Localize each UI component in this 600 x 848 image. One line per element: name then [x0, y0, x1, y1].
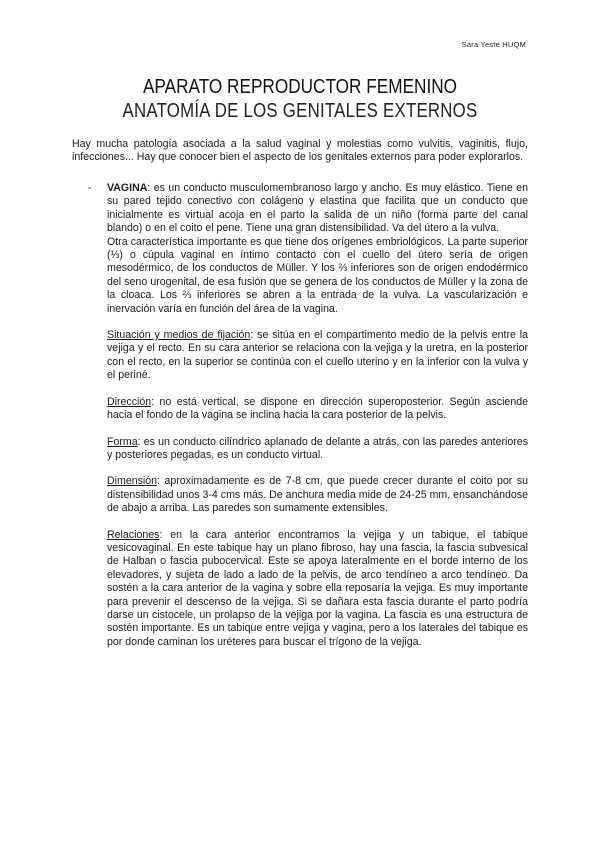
bullet-marker: -: [88, 182, 92, 194]
author-header: Sara Yeste HUQM: [461, 40, 526, 49]
vagina-paragraph-1: [107, 182, 528, 236]
section-text: : no está vertical, se dispone en dirección superoposterior. Según asciende hacia el fondo de la vagina se inclina hacia la cara posterior de la pelvis.: [107, 395, 528, 422]
vagina-text-1: : es un conducto musculomembranoso largo y ancho. Es muy elástico. Tiene en su pared tejido conectivo con colágeno y elastina que facilita que un conducto que inicialmente es virtual acoja en el parto la salida de un niño (forma parte del canal blando) o en el coito el pene. Tiene una gran distensibilidad. Va del útero a la vulva.: [107, 182, 528, 235]
section-heading: Relaciones: [107, 528, 160, 541]
section-situacion: [107, 329, 528, 383]
section-heading: Forma: [107, 435, 138, 448]
section-text: : en la cara anterior encontramos la vejiga y un tabique, el tabique vesicovaginal. En este tabique hay un plano fibroso, hay una fascia, la fascia subvesical de Halban o fascia pubocervical. Este se apoya lateralmente en el borde interno de los elevadores, y sujeta de lado a lado de la pelvis, de arco tendíneo a arco tendíneo. Da sostén a la cara anterior de la vagina y sobre ella reposaría la vejiga. Es muy importante para prevenir el descenso de la vejiga. Si se dañara esta fascia durante el parto podría darse un cistocele, un prolapso de la vejiga por la vagina. La fascia es una estructura de sostén importante. Es un tabique entre vejiga y vagina, pero a los laterales del tabique es por donde caminan los uréteres para buscar el trígono de la vejiga.: [107, 528, 528, 648]
intro-paragraph: Hay mucha patología asociada a la salud vaginal y molestias como vulvitis, vaginitis, flujo, infecciones... Hay que conocer bien el aspecto de los genitales externos para poder explorarlos.: [72, 138, 528, 164]
section-heading: Dimensión: [107, 475, 158, 488]
section-text: : es un conducto cilíndrico aplanado de delante a atrás, con las paredes anteriores y posteriores pegadas, es un conducto virtual.: [107, 435, 528, 461]
vagina-section: [107, 182, 528, 649]
vagina-term: VAGINA: [107, 182, 148, 194]
section-forma: [107, 436, 528, 463]
section-heading: Situación y medios de fijación: [107, 329, 251, 342]
section-text: : aproximadamente es de 7-8 cm, que puede crecer durante el coito por su distensibilidad unos 3-4 cms más. De anchura media mide de 24-25 mm, ensanchándose de abajo a arriba. Las paredes son sumamente extensibles.: [107, 475, 528, 515]
page-title: APARATO REPRODUCTOR FEMENINO: [142, 76, 458, 98]
section-heading: Dirección: [107, 395, 152, 408]
section-relaciones: [107, 529, 528, 650]
page-subtitle: ANATOMÍA DE LOS GENITALES EXTERNOS: [122, 100, 478, 122]
section-text: : se sitúa en el compartimento medio de la pelvis entre la vejiga y el recto. En su cara anterior se relaciona con la vejiga y la uretra, en la posterior con el recto, en la superior se continúa con el cuello uterino y en la inferior con la vulva y el periné.: [107, 329, 529, 382]
section-dimension: [107, 475, 528, 515]
vagina-paragraph-2: Otra característica importante es que tiene dos orígenes embriológicos. La parte superior (⅓) o cúpula vaginal en íntimo contacto con el cuello del útero sería de origen mesodérmico, de los conductos de Müller. Y los ⅔ inferiores son de origen endodérmico del seno urogenital, de esa fusión que se genera de los conductos de Müller y la zona de la cloaca. Los ⅔ inferiores se abren a la entrada de la vulva. La vascularización e inervación varía en función del área de la vagina.: [107, 235, 528, 315]
section-direccion: [107, 396, 528, 423]
